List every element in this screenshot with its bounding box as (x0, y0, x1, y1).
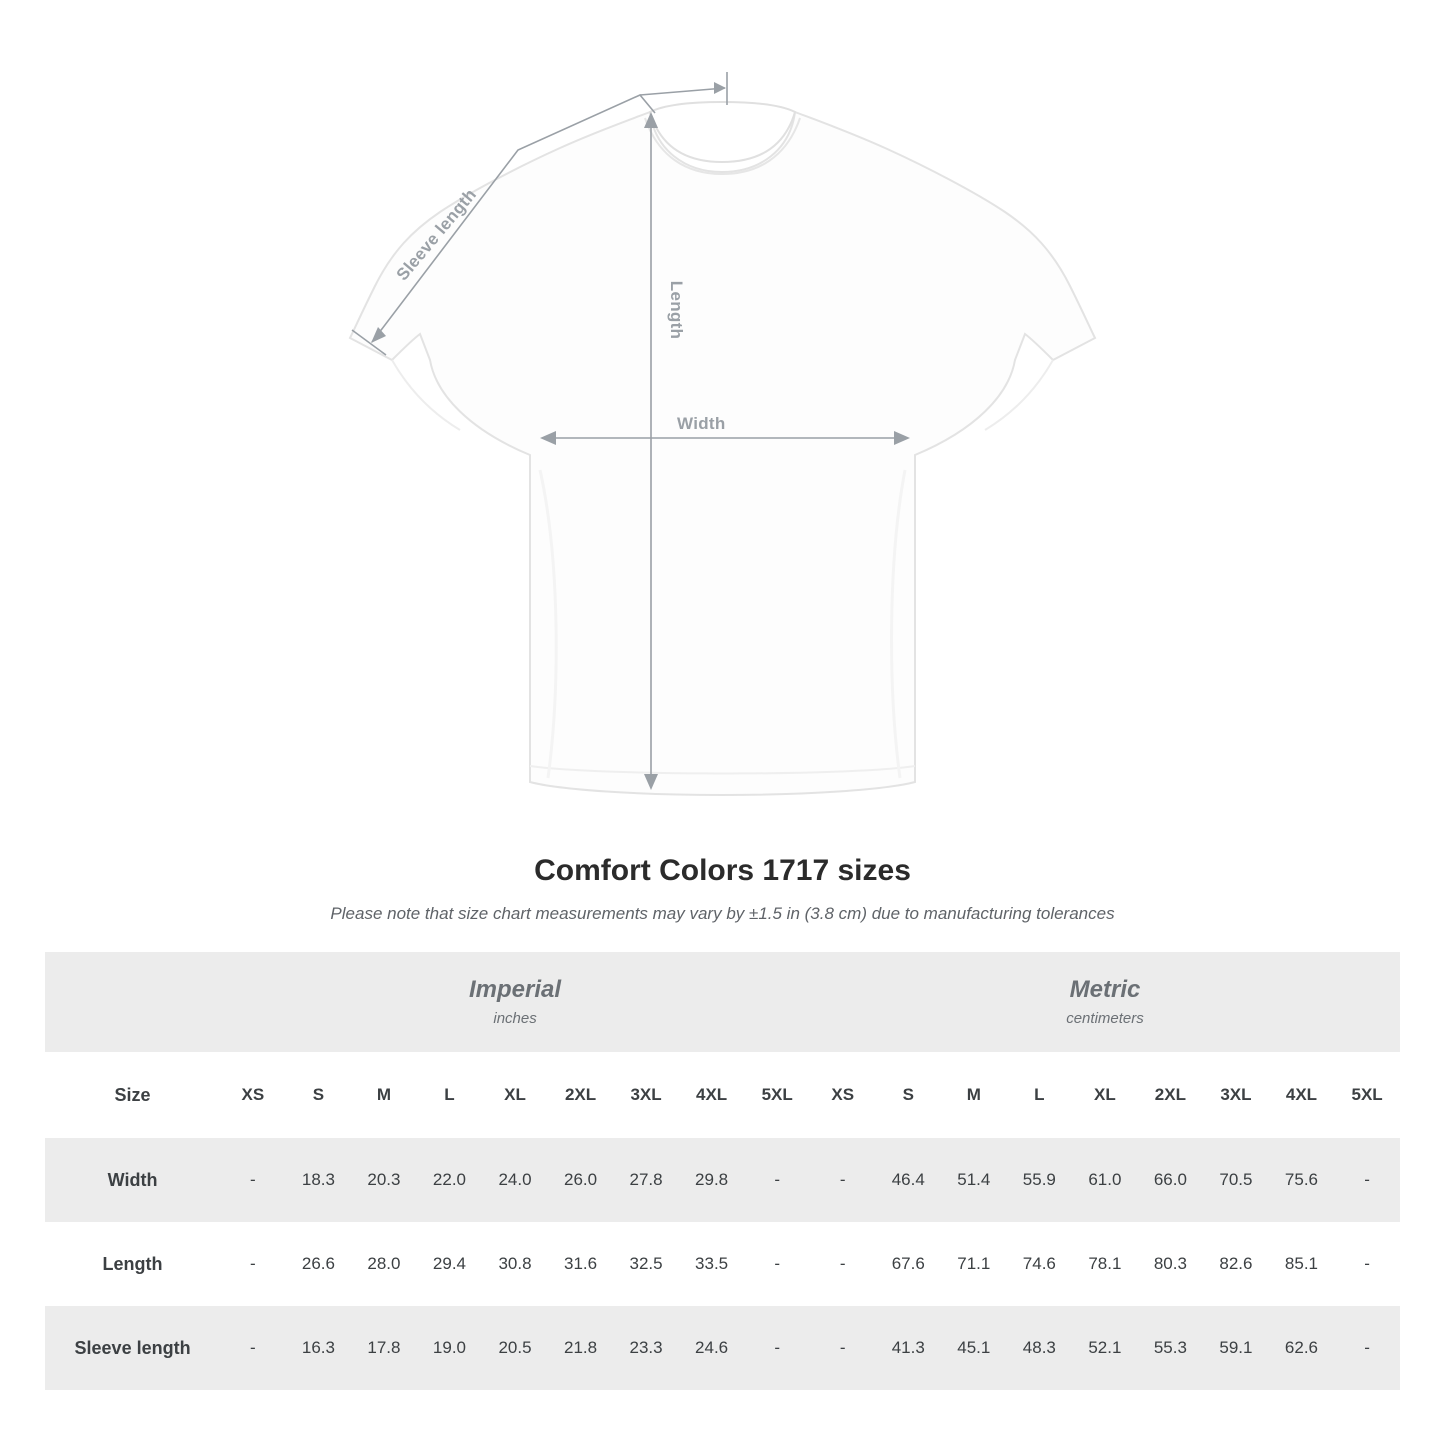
width-imperial-l: 22.0 (417, 1138, 483, 1222)
unit-system-row (45, 952, 1400, 1052)
width-imperial-xl: 24.0 (482, 1138, 548, 1222)
sleeve-imperial-xs: - (220, 1306, 286, 1390)
sleeve-metric-xs: - (810, 1306, 876, 1390)
unit-row-spacer (45, 952, 220, 1052)
size-header-imperial-s: S (286, 1052, 352, 1138)
width-metric-s: 46.4 (876, 1138, 942, 1222)
width-imperial-xs: - (220, 1138, 286, 1222)
width-imperial-s: 18.3 (286, 1138, 352, 1222)
sleeve-length-label: Sleeve length (392, 185, 481, 285)
sleeve-imperial-4xl: 24.6 (679, 1306, 745, 1390)
width-imperial-m: 20.3 (351, 1138, 417, 1222)
length-metric-3xl: 82.6 (1219, 1254, 1253, 1273)
width-label: Width (677, 414, 726, 433)
length-metric-xs: - (839, 1254, 846, 1273)
size-header-metric-2xl: 2XL (1138, 1052, 1204, 1138)
width-metric-xs: - (810, 1138, 876, 1222)
sleeve-metric-s: 41.3 (876, 1306, 942, 1390)
length-imperial-xs: - (250, 1254, 256, 1273)
title-block (0, 854, 1445, 924)
size-header-imperial-xs: XS (220, 1052, 286, 1138)
row-label-length: Length (102, 1253, 163, 1274)
imperial-unit: inches (493, 1009, 537, 1027)
size-header-metric-s: S (876, 1052, 942, 1138)
length-imperial-2xl: 31.6 (563, 1254, 598, 1273)
size-header-metric-3xl: 3XL (1203, 1052, 1269, 1138)
imperial-header-cell (220, 952, 810, 1052)
length-imperial-m: 28.0 (367, 1254, 401, 1273)
sleeve-imperial-l: 19.0 (417, 1306, 483, 1390)
sleeve-metric-m: 45.1 (941, 1306, 1007, 1390)
size-header-imperial-5xl: 5XL (744, 1052, 810, 1138)
size-header-metric-xl: XL (1072, 1052, 1138, 1138)
metric-unit: centimeters (1066, 1009, 1144, 1027)
sleeve-imperial-xl: 20.5 (482, 1306, 548, 1390)
length-imperial-5xl: - (774, 1254, 780, 1273)
length-metric-m: 71.1 (957, 1254, 991, 1273)
length-metric-xl: 78.1 (1088, 1254, 1122, 1273)
metric-header-cell (810, 952, 1400, 1052)
width-metric-2xl: 66.0 (1138, 1138, 1204, 1222)
length-metric-l: 74.6 (1022, 1254, 1056, 1273)
length-imperial-l: 29.4 (432, 1254, 467, 1273)
length-metric-5xl: - (1364, 1254, 1370, 1273)
size-header-imperial-m: M (351, 1052, 417, 1138)
size-header-imperial-l: L (417, 1052, 483, 1138)
size-header-imperial-2xl: 2XL (548, 1052, 614, 1138)
imperial-label: Imperial (469, 976, 562, 1004)
length-metric-4xl: 85.1 (1284, 1254, 1318, 1273)
size-header-metric-l: L (1007, 1052, 1073, 1138)
size-header-metric-xs: XS (810, 1052, 876, 1138)
width-metric-4xl: 75.6 (1269, 1138, 1335, 1222)
width-imperial-3xl: 27.8 (613, 1138, 679, 1222)
sleeve-imperial-m: 17.8 (351, 1306, 417, 1390)
metric-label: Metric (1069, 976, 1141, 1004)
length-metric-2xl: 80.3 (1153, 1254, 1187, 1273)
width-metric-m: 51.4 (941, 1138, 1007, 1222)
length-imperial-s: 26.6 (301, 1254, 335, 1273)
length-label: Length (667, 280, 686, 340)
size-table (45, 952, 1400, 1390)
sleeve-metric-4xl: 62.6 (1269, 1306, 1335, 1390)
sleeve-imperial-3xl: 23.3 (613, 1306, 679, 1390)
row-label-sleeve-length: Sleeve length (45, 1306, 220, 1390)
length-imperial-4xl: 33.5 (695, 1254, 729, 1273)
sleeve-metric-5xl: - (1334, 1306, 1400, 1390)
size-header-row (45, 1052, 1400, 1138)
width-imperial-4xl: 29.8 (679, 1138, 745, 1222)
sleeve-metric-l: 48.3 (1007, 1306, 1073, 1390)
page-title: Comfort Colors 1717 sizes (534, 854, 911, 887)
table-row (45, 1306, 1400, 1390)
length-metric-s: 67.6 (891, 1254, 925, 1273)
size-header-label: Size (45, 1052, 220, 1138)
width-metric-5xl: - (1334, 1138, 1400, 1222)
size-header-metric-5xl: 5XL (1334, 1052, 1400, 1138)
size-header-metric-4xl: 4XL (1269, 1052, 1335, 1138)
tolerance-note: Please note that size chart measurements may vary by ±1.5 in (3.8 cm) due to manufacturing tolerances (330, 904, 1115, 923)
width-metric-l: 55.9 (1007, 1138, 1073, 1222)
row-label-width: Width (45, 1138, 220, 1222)
size-header-metric-m: M (941, 1052, 1007, 1138)
sleeve-metric-xl: 52.1 (1072, 1306, 1138, 1390)
length-imperial-3xl: 32.5 (629, 1254, 663, 1273)
sleeve-imperial-5xl: - (744, 1306, 810, 1390)
size-header-imperial-4xl: 4XL (679, 1052, 745, 1138)
sleeve-metric-2xl: 55.3 (1138, 1306, 1204, 1390)
table-row (45, 1222, 1400, 1306)
sleeve-imperial-s: 16.3 (286, 1306, 352, 1390)
sleeve-metric-3xl: 59.1 (1203, 1306, 1269, 1390)
length-imperial-xl: 30.8 (498, 1254, 532, 1273)
width-imperial-2xl: 26.0 (548, 1138, 614, 1222)
width-metric-3xl: 70.5 (1203, 1138, 1269, 1222)
size-table-wrapper (0, 952, 1445, 1390)
width-imperial-5xl: - (744, 1138, 810, 1222)
size-header-imperial-xl: XL (482, 1052, 548, 1138)
table-row (45, 1138, 1400, 1222)
size-header-imperial-3xl: 3XL (613, 1052, 679, 1138)
width-metric-xl: 61.0 (1072, 1138, 1138, 1222)
sleeve-imperial-2xl: 21.8 (548, 1306, 614, 1390)
